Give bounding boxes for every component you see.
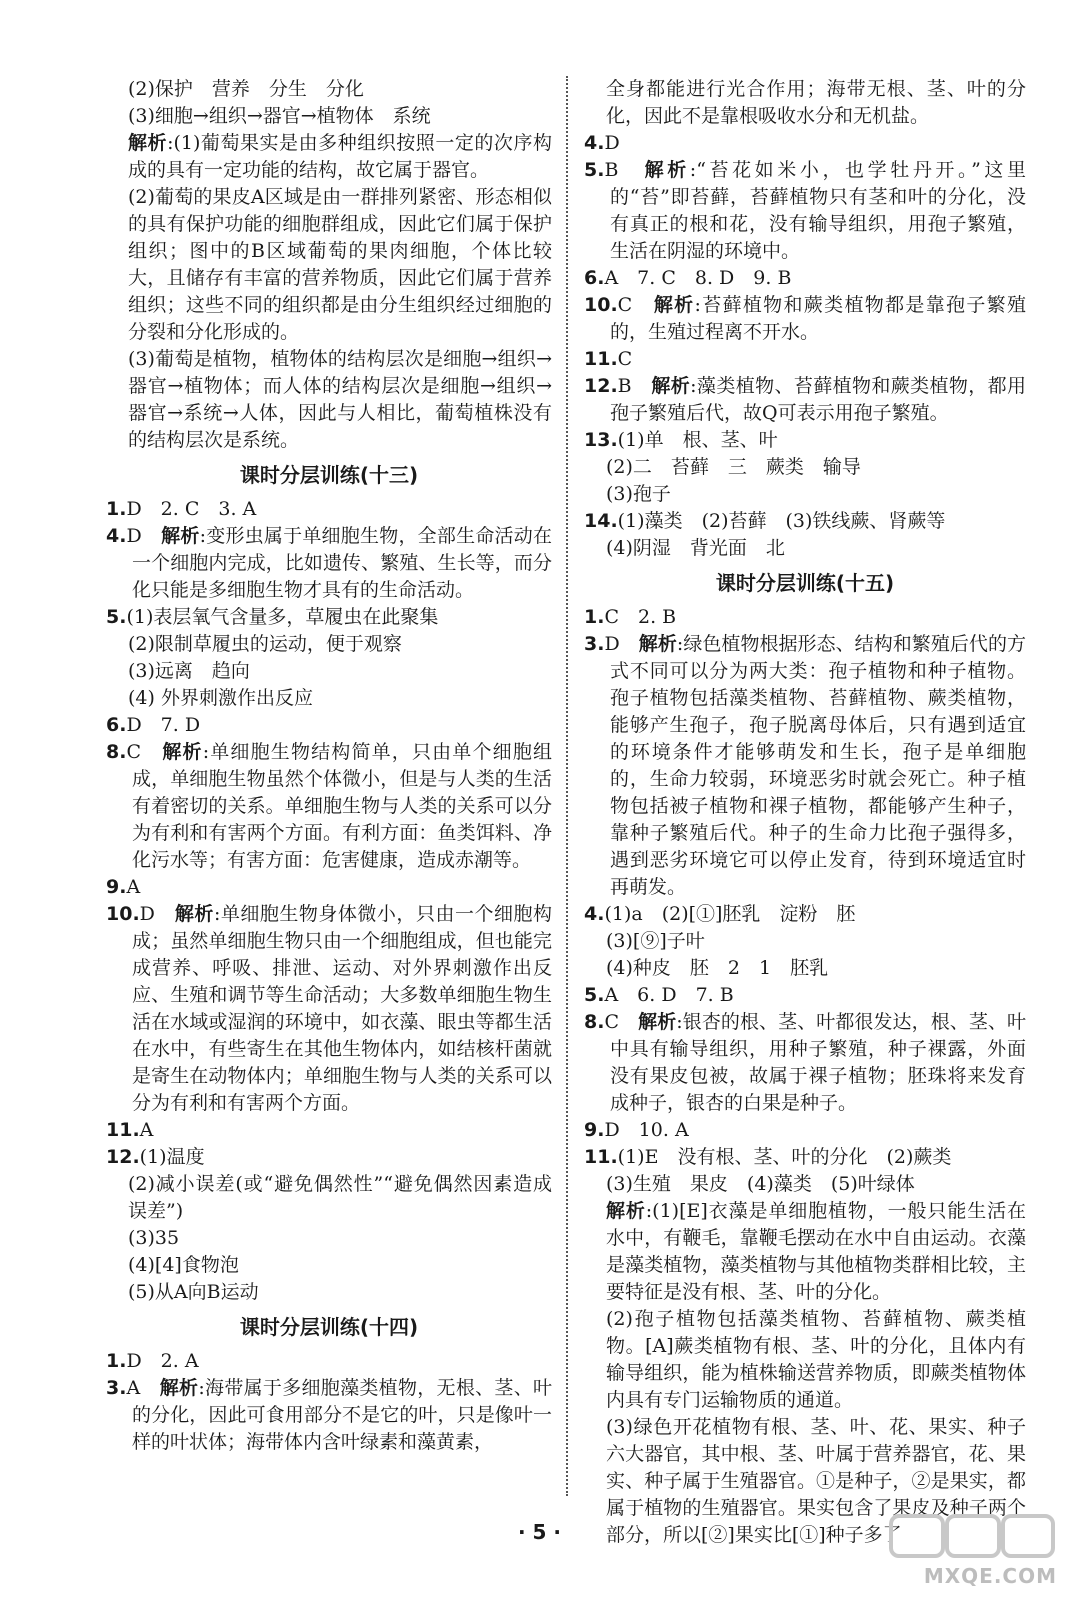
answer-line: (4)阴湿 背光面 北: [606, 537, 785, 559]
question-number: 1.: [584, 606, 605, 628]
answer-text: (1)a (2)[①]胚乳 淀粉 胚: [604, 903, 856, 925]
analysis-label: 解析: [653, 294, 695, 316]
answer-text: D 2. A: [126, 1350, 199, 1372]
question-number: 4.: [584, 903, 605, 925]
analysis-label: 解析: [159, 1377, 199, 1399]
analysis-label: 解析: [644, 159, 690, 181]
analysis-text: :变形虫属于单细胞生物，全部生命活动在一个细胞内完成，比如遗传、繁殖、生长等，而分化只能是多细胞生物才具有的生命活动。: [132, 525, 552, 601]
answer-text: D: [604, 132, 620, 154]
question-number: 5.: [584, 984, 605, 1006]
answer-line: (3)绿色开花植物有根、茎、叶、花、果实、种子六大器官，其中根、茎、叶属于营养器官，花、果实、种子属于生殖器官。①是种子，②是果实，都属于植物的生殖器官。果实包含了果皮及种子两个部分，所以[②]果实比[①]种子多了: [606, 1416, 1026, 1546]
question-number: 13.: [584, 429, 618, 451]
question-answer: [584, 346, 1026, 373]
question-answer: [584, 901, 1026, 928]
answer-text: D: [139, 903, 175, 925]
question-answer: [584, 292, 1026, 346]
answer-text: A: [139, 1119, 154, 1141]
answer-text: D 10. A: [604, 1119, 689, 1141]
analysis-label: 解析: [638, 1011, 677, 1033]
question-number: 12.: [584, 375, 618, 397]
answer-text: C: [617, 294, 654, 316]
answer-line: (2)限制草履虫的运动，便于观察: [128, 633, 402, 655]
question-number: 6.: [584, 267, 605, 289]
answer-line: (3)葡萄是植物，植物体的结构层次是细胞→组织→器官→植物体；而人体的结构层次是细胞→组织→器官→系统→人体，因此与人相比，葡萄植株没有的结构层次是系统。: [128, 348, 552, 451]
page-number: · 5 ·: [517, 1520, 562, 1544]
question-answer: [584, 1009, 1026, 1117]
analysis-text: :藻类植物、苔藓植物和蕨类植物，都用孢子繁殖后代，故Q可表示用孢子繁殖。: [610, 375, 1026, 424]
watermark-text: MXQE.COM: [923, 1564, 1057, 1588]
question-number: 10.: [106, 903, 140, 925]
question-number: 4.: [584, 132, 605, 154]
answer-line: (4) 外界刺激作出反应: [128, 687, 313, 709]
analysis-text: :(1)[E]衣藻是单细胞植物，一般只能生活在水中，有鞭毛，靠鞭毛摆动在水中自由运动。衣藻是藻类植物，藻类植物与其他植物类群相比较，主要特征是没有根、茎、叶的分化。: [606, 1200, 1026, 1303]
answer-text: C 2. B: [604, 606, 677, 628]
question-answer: [584, 130, 1026, 157]
analysis-text: :苔藓植物和蕨类植物都是靠孢子繁殖的，生殖过程离不开水。: [610, 294, 1026, 343]
analysis-label: 解析: [606, 1200, 646, 1222]
analysis-text: :绿色植物根据形态、结构和繁殖后代的方式不同可以分为两大类：孢子植物和种子植物。孢子植物包括藻类植物、苔藓植物、蕨类植物，能够产生孢子，孢子脱离母体后，只有遇到适宜的环境条件才能够萌发和生长，孢子是单细胞的，生命力较弱，环境恶劣时就会死亡。种子植物包括被子植物和裸子植物，都能够产生种子，靠种子繁殖后代。种子的生命力比孢子强得多，遇到恶劣环境它可以停止发育，待到环境适宜时再萌发。: [610, 633, 1027, 898]
question-number: 14.: [584, 510, 618, 532]
question-answer: [106, 739, 552, 874]
right-column: [584, 76, 1026, 1549]
answer-line: (4)[4]食物泡: [128, 1254, 239, 1276]
question-number: 11.: [584, 1146, 618, 1168]
question-answer: [584, 982, 1026, 1009]
answer-text: C: [126, 741, 163, 763]
question-answer: [106, 1375, 552, 1456]
question-answer: [584, 604, 1026, 631]
analysis-label: 解析: [638, 633, 677, 655]
analysis-label: 解析: [161, 525, 200, 547]
question-number: 6.: [106, 714, 127, 736]
answer-text: (1)E 没有根、茎、叶的分化 (2)蕨类: [617, 1146, 952, 1168]
analysis-text: :单细胞生物身体微小，只由一个细胞构成；虽然单细胞生物只由一个细胞组成，但也能完成营养、呼吸、排泄、运动、对外界刺激作出反应、生殖和调节等生命活动；大多数单细胞生物生活在水域或湿润的环境中，如衣藻、眼虫等都生活在水中，有些寄生在其他生物体内，如结核杆菌就是寄生在动物体内；单细胞生物与人类的关系可以分为有利和有害两个方面。: [132, 903, 552, 1114]
answer-text: A: [126, 876, 141, 898]
answer-text: (1)单 根、茎、叶: [617, 429, 778, 451]
question-answer: [106, 901, 552, 1117]
column-divider: [566, 76, 568, 1496]
answer-text: A 7. C 8. D 9. B: [604, 267, 792, 289]
answer-line: (3)[⑨]子叶: [606, 930, 705, 952]
question-answer: [106, 496, 552, 523]
analysis-text: :(1)葡萄果实是由多种组织按照一定的次序构成的具有一定功能的结构，故它属于器官。: [128, 132, 552, 181]
question-answer: [106, 604, 552, 631]
answer-line: (3)生殖 果皮 (4)藻类 (5)叶绿体: [606, 1173, 915, 1195]
answer-text: (1)温度: [139, 1146, 205, 1168]
question-number: 1.: [106, 498, 127, 520]
analysis-text: :单细胞生物结构简单，只由单个细胞组成，单细胞生物虽然个体微小，但是与人类的生活有着密切的关系。单细胞生物与人类的关系可以分为有利和有害两个方面。有利方面：鱼类饵料、净化污水等；有害方面：危害健康，造成赤潮等。: [132, 741, 552, 871]
question-answer: [584, 1117, 1026, 1144]
answer-text: D: [126, 525, 162, 547]
answer-text: A 6. D 7. B: [604, 984, 734, 1006]
question-answer: [106, 1348, 552, 1375]
question-number: 11.: [584, 348, 618, 370]
answer-line: (2)孢子植物包括藻类植物、苔藓植物、蕨类植物。[A]蕨类植物有根、茎、叶的分化，且体内有输导组织，能为植株输送营养物质，即蕨类植物体内具有专门运输物质的通道。: [606, 1308, 1026, 1411]
answer-text: C: [604, 1011, 639, 1033]
answer-line: 全身都能进行光合作用；海带无根、茎、叶的分化，因此不是靠根吸收水分和无机盐。: [606, 78, 1026, 127]
question-number: 8.: [106, 741, 127, 763]
analysis-text: :银杏的根、茎、叶都很发达，根、茎、叶中具有输导组织，用种子繁殖，种子裸露，外面没有果皮包被，故属于裸子植物；胚珠将来发育成种子，银杏的白果是种子。: [610, 1011, 1026, 1114]
left-column: [106, 76, 552, 1456]
analysis-paragraph: [584, 1198, 1026, 1306]
question-answer: [106, 1117, 552, 1144]
analysis-text: :海带属于多细胞藻类植物，无根、茎、叶的分化，因此可食用部分不是它的叶，只是像叶一样的叶状体；海带体内含叶绿素和藻黄素，: [132, 1377, 552, 1453]
section-heading: 课时分层训练(十五): [715, 571, 895, 595]
section-heading: 课时分层训练(十四): [239, 1315, 419, 1339]
analysis-label: 解析: [651, 375, 691, 397]
answer-text: C: [617, 348, 633, 370]
section-heading: 课时分层训练(十三): [239, 463, 419, 487]
question-number: 5.: [106, 606, 127, 628]
answer-line: (2)二 苔藓 三 蕨类 输导: [606, 456, 861, 478]
answer-line: (5)从A向B运动: [128, 1281, 259, 1303]
answer-text: D 7. D: [126, 714, 201, 736]
answer-text: (1)表层氧气含量多，草履虫在此聚集: [126, 606, 439, 628]
answer-text: D 2. C 3. A: [126, 498, 257, 520]
question-number: 1.: [106, 1350, 127, 1372]
answer-line: (2)葡萄的果皮A区域是由一群排列紧密、形态相似的具有保护功能的细胞群组成，因此它们属于保护组织；图中的B区域葡萄的果肉细胞，个体比较大，且储存有丰富的营养物质，因此它们属于营养组织；这些不同的组织都是由分生组织经过细胞的分裂和分化形成的。: [128, 186, 552, 343]
question-number: 12.: [106, 1146, 140, 1168]
question-answer: [106, 523, 552, 604]
question-number: 10.: [584, 294, 618, 316]
analysis-text: :“苔花如米小，也学牡丹开。”这里的“苔”即苔藓，苔藓植物只有茎和叶的分化，没有真正的根和花，没有输导组织，用孢子繁殖，生活在阴湿的环境中。: [610, 159, 1026, 262]
answer-line: (2)减小误差(或“避免偶然性”“避免偶然因素造成误差”): [128, 1173, 552, 1222]
question-number: 9.: [106, 876, 127, 898]
analysis-label: 解析: [162, 741, 203, 763]
question-answer: [106, 874, 552, 901]
answer-text: B: [604, 159, 645, 181]
question-number: 3.: [584, 633, 605, 655]
question-number: 8.: [584, 1011, 605, 1033]
question-number: 3.: [106, 1377, 127, 1399]
analysis-label: 解析: [174, 903, 214, 925]
question-number: 11.: [106, 1119, 140, 1141]
answer-line: (3)35: [128, 1227, 180, 1249]
analysis-paragraph: [106, 130, 552, 184]
question-answer: [106, 712, 552, 739]
question-answer: [584, 373, 1026, 427]
answer-text: A: [126, 1377, 160, 1399]
answer-line: (4)种皮 胚 2 1 胚乳: [606, 957, 829, 979]
question-number: 9.: [584, 1119, 605, 1141]
answer-line: (3)孢子: [606, 483, 671, 505]
question-answer: [584, 157, 1026, 265]
question-answer: [106, 1144, 552, 1171]
question-answer: [584, 508, 1026, 535]
question-number: 5.: [584, 159, 605, 181]
answer-text: (1)藻类 (2)苔藓 (3)铁线蕨、肾蕨等: [617, 510, 946, 532]
answer-text: B: [617, 375, 652, 397]
question-answer: [584, 1144, 1026, 1171]
question-number: 4.: [106, 525, 127, 547]
answer-text: D: [604, 633, 639, 655]
answer-line: (3)细胞→组织→器官→植物体 系统: [128, 105, 431, 127]
answer-line: (3)远离 趋向: [128, 660, 250, 682]
question-answer: [584, 265, 1026, 292]
question-answer: [584, 427, 1026, 454]
question-answer: [584, 631, 1026, 901]
answer-line: (2)保护 营养 分生 分化: [128, 78, 364, 100]
analysis-label: 解析: [128, 132, 168, 154]
